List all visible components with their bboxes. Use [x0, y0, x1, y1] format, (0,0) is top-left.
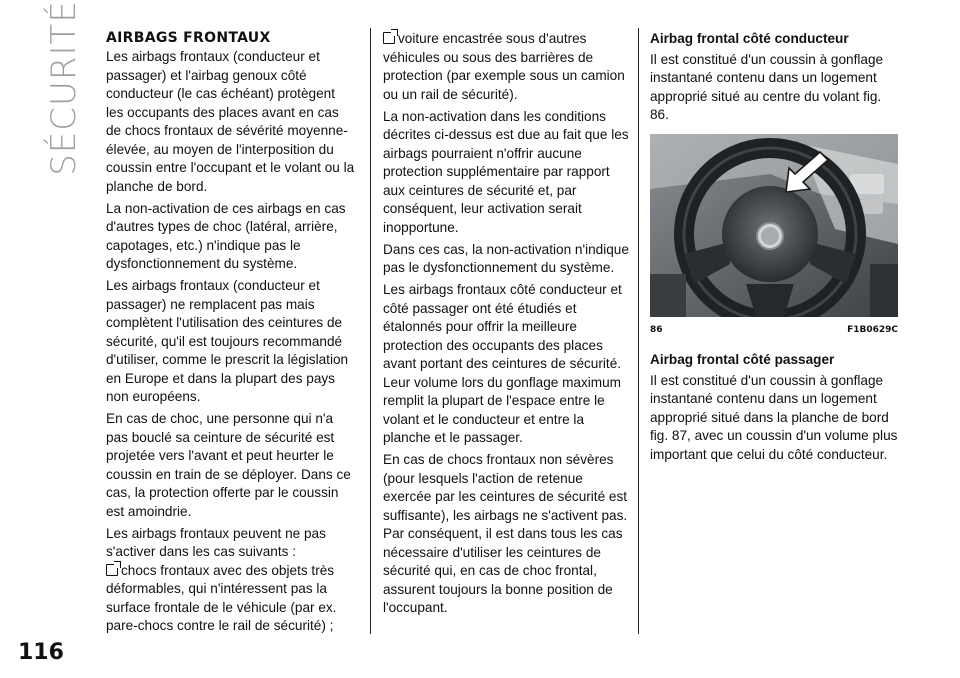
paragraph: Les airbags frontaux (conducteur et passager) ne remplacent pas mais complètent l'utilisation des ceintures de sécurité, qu'il est toujours recommandé d'utiliser, comme le prescrit la législation en Europe et dans la plupart des pays non européens.	[106, 278, 349, 404]
bullet-text: voiture encastrée sous d'autres véhicules ou sous des barrières de protection (par exemple sous un camion ou un rail de sécurité).	[383, 31, 625, 102]
paragraph: La non-activation dans les conditions décrites ci-dessus est due au fait que les airbags pourraient n'offrir aucune protection supplémentaire par rapport aux ceintures de sécurité et, par conséquent, leur activation serait inopportune.	[383, 108, 629, 235]
column-1	[106, 30, 356, 636]
bullet-item	[383, 30, 633, 104]
section-title-text: SÉCURITÉ	[44, 0, 84, 176]
bullet-text: chocs frontaux avec des objets très déformables, qui n'intéressent pas la surface frontale de le véhicule (par ex. pare-chocs contre le rail de sécurité) ;	[106, 562, 337, 633]
page-number: 116	[18, 640, 64, 665]
subheading-driver-airbag: Airbag frontal côté conducteur	[650, 31, 849, 46]
bullet-checkbox-icon	[383, 32, 395, 44]
figure-code: F1B0629C	[847, 324, 898, 335]
bullet-item	[106, 562, 356, 636]
figure-steering-wheel	[650, 134, 898, 317]
column-3	[650, 30, 900, 468]
paragraph: Les airbags frontaux (conducteur et passager) et l'airbag genoux côté conducteur (le cas échéant) protègent les occupants des places avant en cas de chocs frontaux de sévérité moyenne-élevée, au moyen de l'interposition du coussin entre l'occupant et le volant ou la planche de bord.	[106, 49, 355, 194]
paragraph: Dans ces cas, la non-activation n'indique pas le dysfonctionnement du système.	[383, 241, 629, 275]
paragraph: Les airbags frontaux côté conducteur et côté passager ont été étudiés et étalonnés pour offrir la meilleure protection des occupants des places avant portant des ceintures de sécurité. Leur volume lors du gonflage maximum remplit la plupart de l'espace entre le volant et le conducteur et entre la planche et le passager.	[383, 282, 622, 445]
paragraph: Il est constitué d'un coussin à gonflage instantané contenu dans un logement approprié situé dans la planche de bord fig. 87, avec un coussin d'un volume plus important que celui du côté conducteur.	[650, 372, 898, 462]
bullet-checkbox-icon	[106, 564, 118, 576]
figure-caption	[650, 321, 898, 340]
paragraph: En cas de choc, une personne qui n'a pas bouclé sa ceinture de sécurité est projetée vers l'avant et peut heurter le coussin en train de se déployer. Dans ce cas, la protection offerte par le coussin est amoindrie.	[106, 411, 351, 519]
steering-wheel-photo	[650, 134, 898, 317]
column-2	[383, 30, 633, 621]
column-divider-right	[638, 28, 639, 634]
section-heading: AIRBAGS FRONTAUX	[106, 30, 271, 46]
paragraph: La non-activation de ces airbags en cas d'autres types de choc (latéral, arrière, capotages, etc.) n'indique pas le dysfonctionnement du système.	[106, 200, 346, 271]
subheading-passenger-airbag: Airbag frontal côté passager	[650, 352, 835, 367]
paragraph: Les airbags frontaux peuvent ne pas s'activer dans les cas suivants :	[106, 525, 326, 559]
section-title	[44, 0, 84, 176]
column-divider-left	[370, 28, 371, 634]
paragraph: Il est constitué d'un coussin à gonflage instantané contenu dans un logement approprié situé au centre du volant fig. 86.	[650, 51, 884, 122]
figure-number: 86	[650, 324, 663, 335]
paragraph: En cas de chocs frontaux non sévères (pour lesquels l'action de retenue exercée par les ceintures de sécurité est suffisante), les airbags ne s'activent pas. Par conséquent, il est dans tous les cas nécessaire d'utiliser les ceintures de sécurité qui, en cas de choc frontal, assurent toujours la bonne position de l'occupant.	[383, 452, 628, 615]
